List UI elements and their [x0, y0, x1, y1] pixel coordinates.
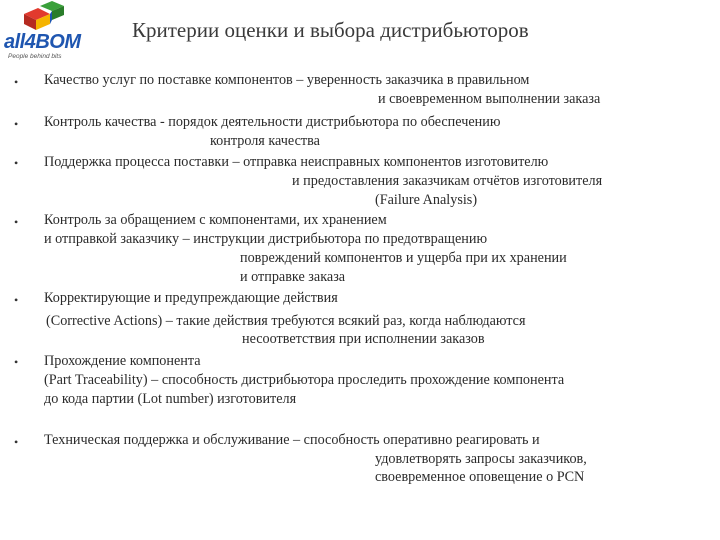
criterion-text-line: Контроль за обращением с компонентами, их хранением [44, 212, 387, 228]
bullet-marker: • [14, 435, 19, 449]
page-title: Критерии оценки и выбора дистрибьюторов [132, 18, 529, 42]
criterion-text-line: Качество услуг по поставке компонентов – уверенность заказчика в правильном [44, 72, 530, 88]
criterion-text-line: несоответствия при исполнении заказов [242, 331, 485, 347]
criterion-text-line: и отправкой заказчику – инструкции дистрибьютора по предотвращению [44, 231, 488, 247]
criterion-text-line: повреждений компонентов и ущерба при их хранении [240, 250, 567, 266]
company-logo [2, 0, 94, 62]
criterion-text-line: (Part Traceability) – способность дистрибьютора проследить прохождение компонента [44, 372, 565, 388]
bullet-marker: • [14, 215, 19, 229]
criterion-text-line: и предоставления заказчикам отчётов изготовителя [292, 173, 603, 189]
criterion-text-line: Поддержка процесса поставки – отправка неисправных компонентов изготовителю [44, 154, 549, 170]
criterion-text-line: до кода партии (Lot number) изготовителя [44, 391, 297, 407]
criterion-text-line: (Corrective Actions) – такие действия требуются всякий раз, когда наблюдаются [46, 313, 526, 329]
criterion-text-line: (Failure Analysis) [375, 192, 478, 208]
logo-wordmark: all4BOM [4, 31, 81, 53]
criterion-text-line: и своевременном выполнении заказа [378, 91, 601, 107]
bullet-marker: • [14, 75, 19, 89]
bullet-marker: • [14, 293, 19, 307]
cubes-icon [20, 0, 72, 32]
criterion-text-line: и отправке заказа [240, 269, 346, 285]
bullet-marker: • [14, 156, 19, 170]
criterion-text-line: Корректирующие и предупреждающие действия [44, 290, 338, 306]
criterion-text-line: контроля качества [210, 133, 320, 149]
criterion-text-line: удовлетворять запросы заказчиков, [375, 451, 587, 467]
criterion-text-line: Техническая поддержка и обслуживание – способность оперативно реагировать и [44, 432, 540, 448]
criterion-text-line: Контроль качества - порядок деятельности дистрибьютора по обеспечению [44, 114, 501, 130]
criterion-text-line: своевременное оповещение о PCN [375, 469, 585, 485]
bullet-marker: • [14, 117, 19, 131]
logo-tagline: People behind bits [8, 53, 62, 60]
criterion-text-line: Прохождение компонента [44, 353, 201, 369]
bullet-marker: • [14, 355, 19, 369]
